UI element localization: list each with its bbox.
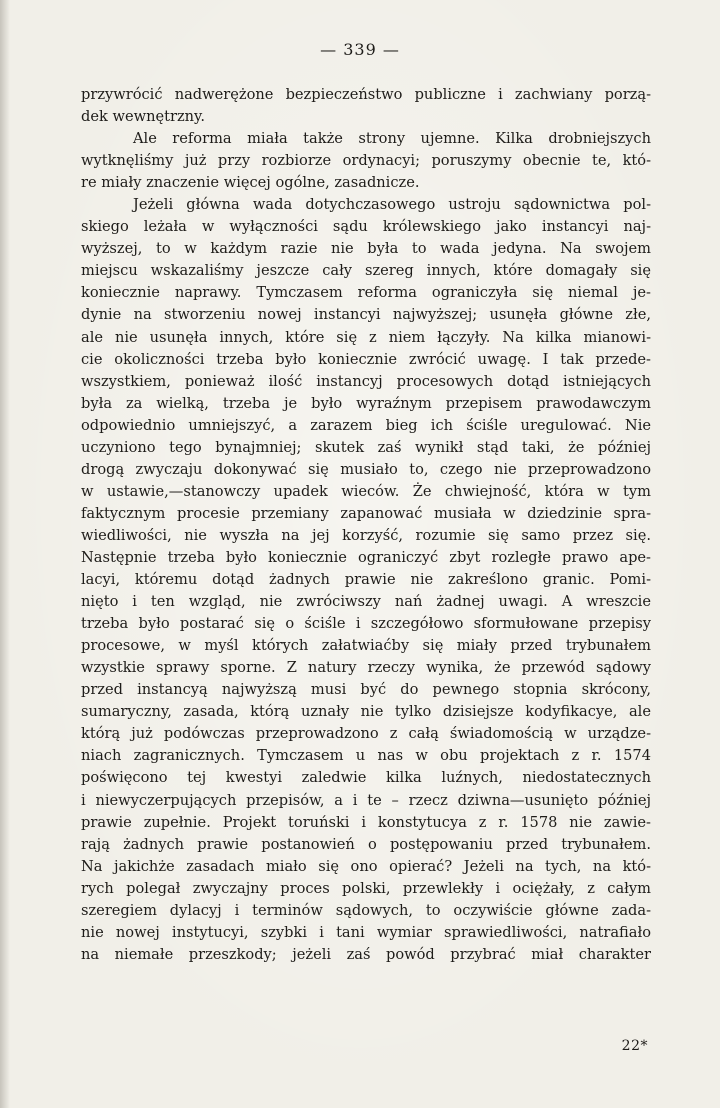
text-line: rają żadnych prawie postanowień o postępowaniu przed trybunałem. xyxy=(81,835,651,853)
text-line: przywrócić nadwerężone bezpieczeństwo publiczne i zachwiany porzą- xyxy=(81,86,651,103)
text-line: szeregiem dylacyj i terminów sądowych, to oczywiście główne zada- xyxy=(81,901,651,919)
text-line: i niewyczerpujących przepisów, a i te – rzecz dziwna—usunięto później xyxy=(81,791,651,809)
body-text xyxy=(81,84,651,966)
text-line: skiego leżała w wyłączności sądu królewskiego jako instancyi naj- xyxy=(81,218,651,236)
text-line: w ustawie,—stanowczy upadek wieców. Że chwiejność, która w tym xyxy=(81,482,651,500)
text-line: rych polegał zwyczajny proces polski, przewlekły i ociężały, z całym xyxy=(81,879,651,897)
text-line: poświęcono tej kwestyi zaledwie kilka luźnych, niedostatecznych xyxy=(81,769,651,787)
text-line: Jeżeli główna wada dotychczasowego ustroju sądownictwa pol- xyxy=(133,196,651,214)
text-line: uczyniono tego bynajmniej; skutek zaś wynikł stąd taki, że później xyxy=(81,438,651,456)
text-line: dek wewnętrzny. xyxy=(81,108,205,126)
text-line: była za wielką, trzeba je było wyraźnym przepisem prawodawczym xyxy=(81,394,651,412)
text-line: prawie zupełnie. Projekt toruński i konstytucya z r. 1578 nie zawie- xyxy=(81,813,651,831)
text-line: re miały znaczenie więcej ogólne, zasadnicze. xyxy=(81,174,420,192)
text-line: cie okoliczności trzeba było koniecznie zwrócić uwagę. I tak przede- xyxy=(81,350,651,368)
text-line: wszystkiem, ponieważ ilość instancyj procesowych dotąd istniejących xyxy=(81,372,651,390)
text-line: sumaryczny, zasada, którą uznały nie tylko dzisiejsze kodyfikacye, ale xyxy=(81,703,651,721)
text-line: nie nowej instytucyi, szybki i tani wymiar sprawiedliwości, natrafiało xyxy=(81,923,651,941)
text-line: ale nie usunęła innych, które się z niem łączyły. Na kilka mianowi- xyxy=(81,328,651,346)
text-line: nięto i ten wzgląd, nie zwróciwszy nań żadnej uwagi. A wreszcie xyxy=(81,593,651,611)
text-line: przed instancyą najwyższą musi być do pewnego stopnia skrócony, xyxy=(81,681,651,699)
text-line: dynie na stworzeniu nowej instancyi najwyższej; usunęła główne złe, xyxy=(81,306,651,324)
text-line: Następnie trzeba było koniecznie ograniczyć zbyt rozległe prawo ape- xyxy=(81,548,651,566)
text-line: wytknęliśmy już przy rozbiorze ordynacyi; poruszymy obecnie te, któ- xyxy=(81,152,651,170)
text-line: którą już podówczas przeprowadzono z całą świadomością w urządze- xyxy=(81,725,651,743)
text-line: trzeba było postarać się o ściśle i szczegółowo sformułowane przepisy xyxy=(81,615,651,633)
text-line: lacyi, któremu dotąd żadnych prawie nie zakreślono granic. Pomi- xyxy=(81,571,651,589)
text-line: faktycznym procesie przemiany zapanować musiała w dziedzinie spra- xyxy=(81,504,651,522)
page-edge-shadow xyxy=(0,0,10,1108)
text-line: Ale reforma miała także strony ujemne. Kilka drobniejszych xyxy=(133,130,651,148)
text-line: Na jakichże zasadach miało się ono opierać? Jeżeli na tych, na któ- xyxy=(81,857,651,875)
text-line: wiedliwości, nie wyszła na jej korzyść, rozumie się samo przez się. xyxy=(81,526,651,544)
text-line: koniecznie naprawy. Tymczasem reforma ograniczyła się niemal je- xyxy=(81,284,651,302)
text-line: drogą zwyczaju dokonywać się musiało to, czego nie przeprowadzono xyxy=(81,460,651,478)
page-number: — 339 — xyxy=(320,40,400,59)
text-line: na niemałe przeszkody; jeżeli zaś powód przybrać miał charakter xyxy=(81,945,651,963)
text-line: wzystkie sprawy sporne. Z natury rzeczy wynika, że przewód sądowy xyxy=(81,659,651,677)
text-line: procesowe, w myśl których załatwiaćby się miały przed trybunałem xyxy=(81,637,651,655)
text-line: wyższej, to w każdym razie nie była to wada jedyna. Na swojem xyxy=(81,240,651,258)
text-line: niach zagranicznych. Tymczasem u nas w obu projektach z r. 1574 xyxy=(81,747,651,765)
text-line: miejscu wskazaliśmy jeszcze cały szereg innych, które domagały się xyxy=(81,262,651,280)
text-line: odpowiednio umniejszyć, a zarazem bieg ich ściśle uregulować. Nie xyxy=(81,416,651,434)
printer-signature: 22* xyxy=(621,1038,648,1054)
